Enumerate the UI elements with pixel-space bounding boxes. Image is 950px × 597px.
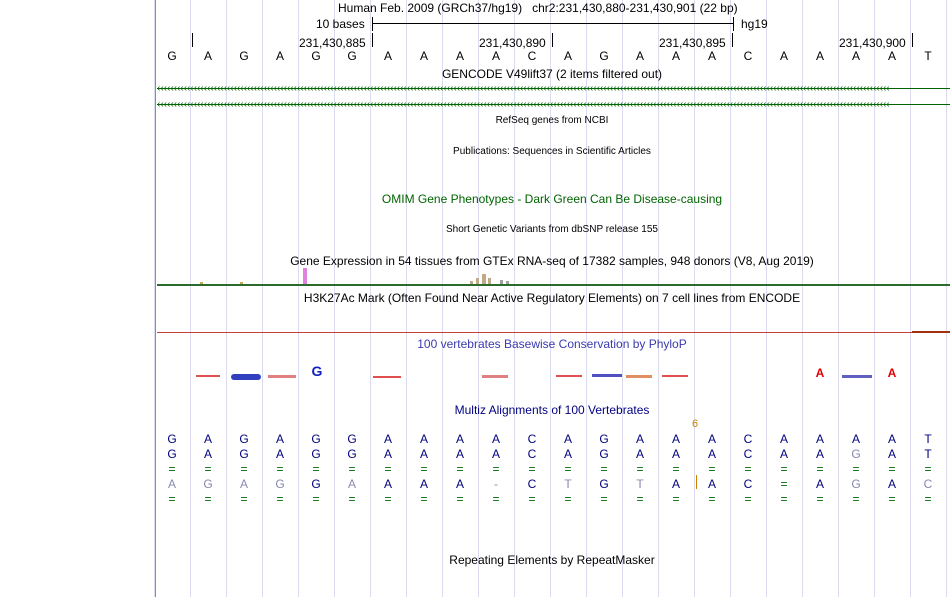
human-base: A [887, 432, 896, 446]
reference-base: A [203, 49, 212, 63]
human-base: G [311, 432, 321, 446]
human-base: A [671, 432, 680, 446]
scale-db: hg19 [741, 17, 768, 31]
track-title-refseq[interactable]: RefSeq genes from NCBI [495, 115, 609, 126]
phylop-mark-g-large: G [311, 363, 323, 379]
human-base: A [563, 432, 572, 446]
track-title-gtex[interactable]: Gene Expression in 54 tissues from GTEx RNA-seq of 17382 samples, 948 donors (V8, Aug 2019) [290, 254, 814, 268]
dog-base: G [311, 477, 321, 491]
gtex-bar[interactable] [303, 268, 307, 284]
elephant-base: = [672, 492, 680, 506]
mouse-base: = [780, 462, 788, 476]
reference-base: A [275, 49, 284, 63]
mouse-base: = [348, 462, 356, 476]
reference-base: G [599, 49, 609, 63]
mouse-base: = [672, 462, 680, 476]
gtex-bar[interactable] [476, 278, 479, 284]
reference-base: A [383, 49, 392, 63]
mouse-base: = [492, 462, 500, 476]
elephant-base: = [240, 492, 248, 506]
reference-base: A [779, 49, 788, 63]
dog-base: C [923, 477, 933, 491]
rhesus-base: A [383, 447, 392, 461]
gtex-bar[interactable] [200, 282, 203, 284]
human-base: A [779, 432, 788, 446]
mouse-base: = [564, 462, 572, 476]
rhesus-base: G [311, 447, 321, 461]
dog-base: A [887, 477, 896, 491]
elephant-base: = [348, 492, 356, 506]
human-base: A [383, 432, 392, 446]
gtex-bar[interactable] [470, 281, 473, 284]
elephant-base: = [600, 492, 608, 506]
rhesus-base: A [491, 447, 500, 461]
mouse-base: = [312, 462, 320, 476]
dog-base: G [599, 477, 609, 491]
elephant-base: = [888, 492, 896, 506]
dog-base: = [780, 477, 788, 491]
human-base: A [635, 432, 644, 446]
rhesus-base: A [275, 447, 284, 461]
assembly-name: Human Feb. 2009 (GRCh37/hg19) [338, 1, 523, 15]
mouse-base: = [852, 462, 860, 476]
human-base: C [527, 432, 537, 446]
elephant-base: = [636, 492, 644, 506]
mouse-base: = [744, 462, 752, 476]
dog-base: G [203, 477, 213, 491]
h3k27ac-signal-peak[interactable] [912, 331, 950, 333]
track-title-gencode[interactable]: GENCODE V49lift37 (2 items filtered out) [441, 67, 663, 81]
phylop-mark [482, 375, 508, 378]
phylop-mark [373, 376, 401, 378]
mouse-base: = [708, 462, 716, 476]
human-base: A [707, 432, 716, 446]
mouse-base: = [168, 462, 176, 476]
track-title-repeatmasker[interactable]: Repeating Elements by RepeatMasker [449, 553, 655, 567]
phylop-mark [626, 375, 652, 378]
gencode-strand-chevrons[interactable]: ‹‹‹‹‹‹‹‹‹‹‹‹‹‹‹‹‹‹‹‹‹‹‹‹‹‹‹‹‹‹‹‹‹‹‹‹‹‹‹‹‹‹‹‹‹‹‹‹‹‹‹‹‹‹‹‹‹‹‹‹‹‹‹‹‹‹‹‹‹‹‹‹‹‹‹‹‹‹‹‹‹‹‹‹‹‹‹‹‹‹‹‹‹‹‹‹‹‹‹‹‹‹‹‹‹‹‹‹‹‹‹‹‹‹‹‹‹‹‹‹‹‹‹‹‹‹‹‹‹‹‹‹‹‹‹‹‹‹‹‹‹‹‹‹‹‹‹‹‹‹‹‹‹‹‹‹‹‹‹‹‹‹‹‹‹‹‹‹‹‹‹‹‹‹‹‹‹‹‹‹‹‹‹‹‹‹‹‹‹‹‹‹‹‹‹‹‹‹‹‹‹‹‹‹‹‹‹‹‹‹‹‹‹‹‹‹‹‹‹‹ [157, 83, 890, 94]
human-base: G [167, 432, 177, 446]
human-base: A [815, 432, 824, 446]
phylop-mark-a: A [815, 366, 825, 380]
elephant-base: = [744, 492, 752, 506]
elephant-base: = [384, 492, 392, 506]
dog-base: A [707, 477, 716, 491]
dog-base: C [527, 477, 537, 491]
rhesus-base: T [924, 447, 932, 461]
human-base: A [203, 432, 212, 446]
gtex-baseline [157, 284, 950, 286]
phylop-mark [196, 375, 220, 377]
reference-base: A [671, 49, 680, 63]
h3k27ac-signal[interactable] [157, 332, 912, 333]
rhesus-base: G [347, 447, 357, 461]
reference-base: A [635, 49, 644, 63]
mouse-base: = [240, 462, 248, 476]
ruler-coord-1: 231,430,885 [299, 36, 366, 50]
dog-base: A [419, 477, 428, 491]
dog-base: A [239, 477, 248, 491]
elephant-base: = [852, 492, 860, 506]
dog-base: - [494, 477, 498, 491]
gtex-bar[interactable] [506, 281, 509, 284]
human-base: A [851, 432, 860, 446]
ruler-tick [732, 33, 733, 47]
ruler-tick [912, 33, 913, 47]
rhesus-base: A [707, 447, 716, 461]
scale-bar-left [372, 17, 373, 31]
reference-base: C [743, 49, 753, 63]
human-base: T [924, 432, 932, 446]
dog-base: T [636, 477, 644, 491]
phylop-mark-g [231, 374, 261, 380]
dog-base: T [564, 477, 572, 491]
elephant-base: = [708, 492, 716, 506]
window-coordinates: chr2:231,430,880-231,430,901 (22 bp) [532, 1, 738, 15]
reference-base: A [455, 49, 464, 63]
phylop-mark [842, 375, 872, 378]
human-base: A [455, 432, 464, 446]
ruler-coord-4: 231,430,900 [839, 36, 906, 50]
mouse-base: = [456, 462, 464, 476]
gtex-bar[interactable] [500, 280, 503, 284]
mouse-base: = [888, 462, 896, 476]
gaps-count[interactable]: 6 [692, 418, 699, 430]
rhesus-base: A [203, 447, 212, 461]
rhesus-base: G [167, 447, 177, 461]
elephant-base: = [816, 492, 824, 506]
mouse-base: = [528, 462, 536, 476]
rhesus-base: G [851, 447, 861, 461]
elephant-base: = [456, 492, 464, 506]
rhesus-base: C [527, 447, 537, 461]
ruler-tick [372, 33, 373, 47]
track-title-dbsnp[interactable]: Short Genetic Variants from dbSNP release 155 [446, 224, 658, 235]
reference-base: A [815, 49, 824, 63]
rhesus-base: G [599, 447, 609, 461]
scale-bar-right [733, 17, 734, 31]
phylop-mark [662, 375, 688, 377]
track-labels [0, 0, 155, 597]
reference-base: A [563, 49, 572, 63]
rhesus-base: C [743, 447, 753, 461]
insertion-marker [696, 475, 697, 489]
reference-base: G [167, 49, 177, 63]
reference-base: A [887, 49, 896, 63]
human-base: A [491, 432, 500, 446]
dog-base: A [671, 477, 680, 491]
elephant-base: = [168, 492, 176, 506]
track-title-multiz[interactable]: Multiz Alignments of 100 Vertebrates [454, 403, 650, 417]
human-base: A [419, 432, 428, 446]
mouse-base: = [384, 462, 392, 476]
mouse-base: = [636, 462, 644, 476]
dog-base: A [455, 477, 464, 491]
elephant-base: = [780, 492, 788, 506]
elephant-base: = [312, 492, 320, 506]
rhesus-base: A [887, 447, 896, 461]
human-base: G [599, 432, 609, 446]
label-separator[interactable] [155, 0, 156, 597]
human-base: A [275, 432, 284, 446]
rhesus-base: A [563, 447, 572, 461]
phylop-mark [268, 375, 296, 378]
track-title-phylop[interactable]: 100 vertebrates Basewise Conservation by PhyloP [417, 337, 687, 351]
ruler-tick [552, 33, 553, 47]
rhesus-base: A [815, 447, 824, 461]
mouse-base: = [420, 462, 428, 476]
reference-base: G [239, 49, 249, 63]
human-base: G [239, 432, 249, 446]
reference-base: A [851, 49, 860, 63]
dog-base: C [743, 477, 753, 491]
phylop-mark [592, 374, 622, 377]
reference-base: A [707, 49, 716, 63]
reference-base: T [924, 49, 932, 63]
track-title-publications[interactable]: Publications: Sequences in Scientific Articles [453, 146, 651, 157]
track-title-omim[interactable]: OMIM Gene Phenotypes - Dark Green Can Be Disease-causing [381, 192, 723, 206]
reference-base: G [311, 49, 321, 63]
assembly-title [338, 1, 738, 15]
gtex-bar[interactable] [482, 274, 486, 284]
human-base: G [347, 432, 357, 446]
dog-base: A [815, 477, 824, 491]
mouse-base: = [816, 462, 824, 476]
reference-base: C [527, 49, 537, 63]
mouse-base: = [276, 462, 284, 476]
reference-base: G [347, 49, 357, 63]
elephant-base: = [528, 492, 536, 506]
track-title-h3k27ac[interactable]: H3K27Ac Mark (Often Found Near Active Regulatory Elements) on 7 cell lines from ENCODE [303, 291, 801, 305]
ruler-coord-2: 231,430,890 [479, 36, 546, 50]
scale-bar [372, 23, 733, 24]
ruler-coord-3: 231,430,895 [659, 36, 726, 50]
dog-base: A [383, 477, 392, 491]
scale-label: 10 bases [316, 17, 365, 31]
elephant-base: = [420, 492, 428, 506]
elephant-base: = [204, 492, 212, 506]
dog-base: A [347, 477, 356, 491]
gencode-strand-chevrons[interactable]: ‹‹‹‹‹‹‹‹‹‹‹‹‹‹‹‹‹‹‹‹‹‹‹‹‹‹‹‹‹‹‹‹‹‹‹‹‹‹‹‹‹‹‹‹‹‹‹‹‹‹‹‹‹‹‹‹‹‹‹‹‹‹‹‹‹‹‹‹‹‹‹‹‹‹‹‹‹‹‹‹‹‹‹‹‹‹‹‹‹‹‹‹‹‹‹‹‹‹‹‹‹‹‹‹‹‹‹‹‹‹‹‹‹‹‹‹‹‹‹‹‹‹‹‹‹‹‹‹‹‹‹‹‹‹‹‹‹‹‹‹‹‹‹‹‹‹‹‹‹‹‹‹‹‹‹‹‹‹‹‹‹‹‹‹‹‹‹‹‹‹‹‹‹‹‹‹‹‹‹‹‹‹‹‹‹‹‹‹‹‹‹‹‹‹‹‹‹‹‹‹‹‹‹‹‹‹‹‹‹‹‹‹‹‹‹‹‹‹‹‹ [157, 99, 890, 110]
mouse-base: = [204, 462, 212, 476]
mouse-base: = [924, 462, 932, 476]
human-base: C [743, 432, 753, 446]
rhesus-base: G [239, 447, 249, 461]
elephant-base: = [276, 492, 284, 506]
reference-base: A [419, 49, 428, 63]
mouse-base: = [600, 462, 608, 476]
elephant-base: = [492, 492, 500, 506]
rhesus-base: A [779, 447, 788, 461]
phylop-mark-a: A [887, 366, 897, 380]
elephant-base: = [924, 492, 932, 506]
ruler-tick [192, 33, 193, 47]
phylop-mark [556, 375, 582, 377]
rhesus-base: A [419, 447, 428, 461]
elephant-base: = [564, 492, 572, 506]
gtex-bar[interactable] [488, 278, 491, 284]
dog-base: A [167, 477, 176, 491]
reference-base: A [491, 49, 500, 63]
dog-base: G [851, 477, 861, 491]
rhesus-base: A [455, 447, 464, 461]
gtex-bar[interactable] [240, 282, 243, 284]
dog-base: G [275, 477, 285, 491]
rhesus-base: A [671, 447, 680, 461]
rhesus-base: A [635, 447, 644, 461]
